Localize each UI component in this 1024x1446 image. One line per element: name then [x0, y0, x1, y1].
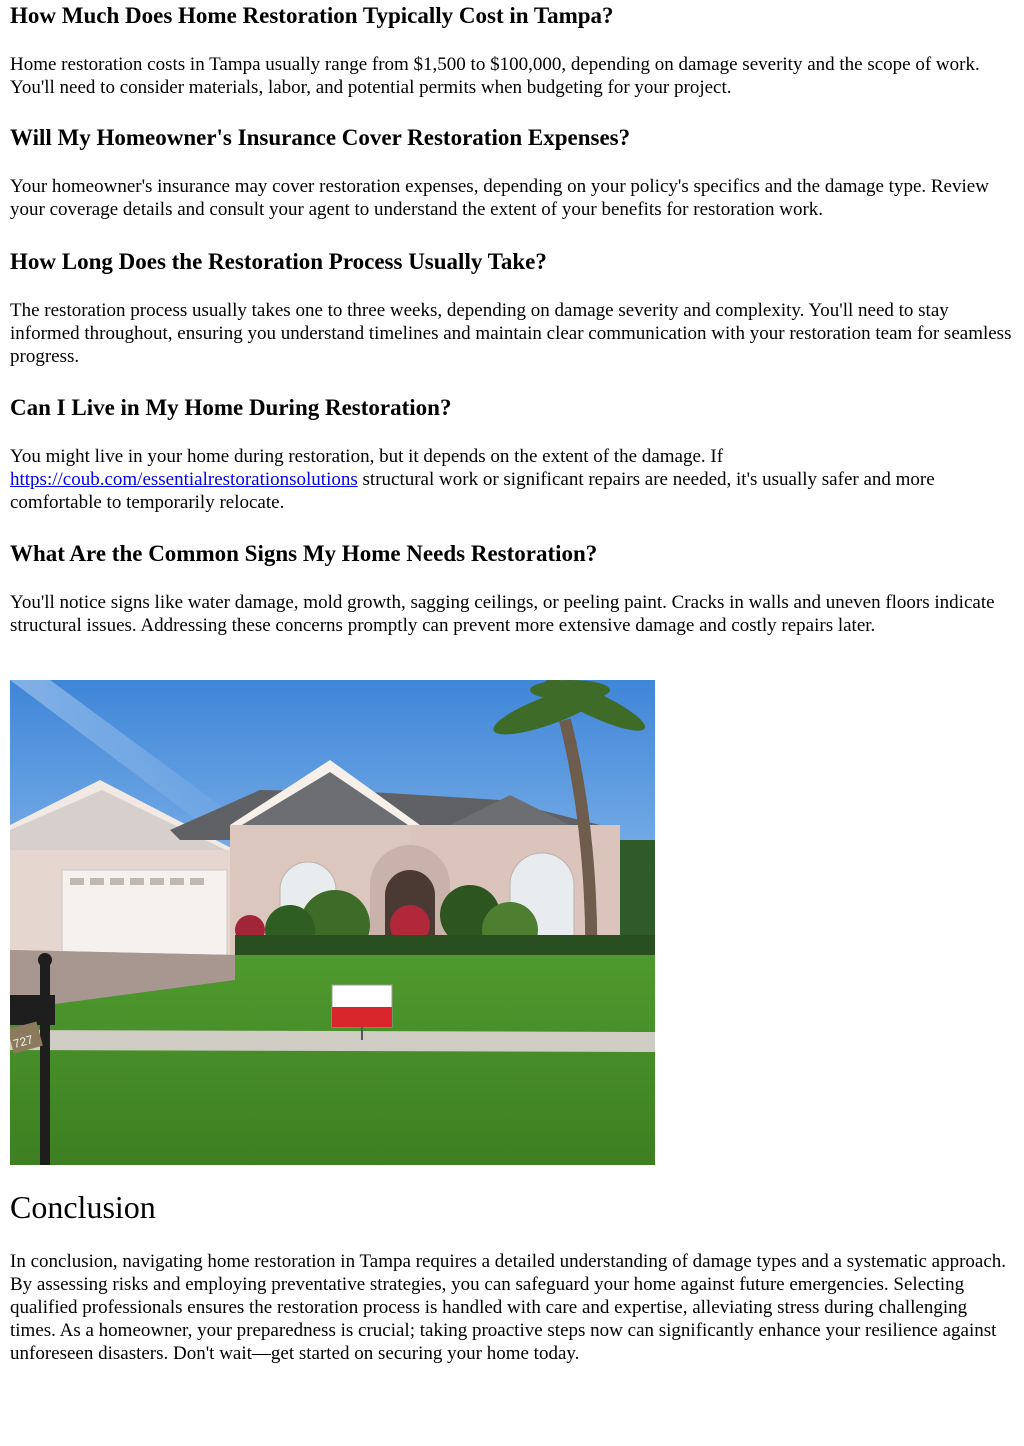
faq-question: Will My Homeowner's Insurance Cover Restoration Expenses? — [10, 125, 631, 150]
answer-text: You might live in your home during restoration, but it depends on the extent of the damage. If — [10, 446, 724, 467]
house-photo — [10, 680, 655, 1165]
answer-text: structural work or significant repairs are needed, it's usually safer and more comfortable to temporarily relocate. — [10, 469, 935, 513]
faq-answer: Home restoration costs in Tampa usually range from $1,500 to $100,000, depending on damage severity and the scope of work. You'll need to consider materials, labor, and potential permits when budgeting for your project. — [10, 54, 980, 98]
faq-question: Can I Live in My Home During Restoration? — [10, 395, 452, 420]
faq-question: How Much Does Home Restoration Typically Cost in Tampa? — [10, 3, 614, 28]
faq-answer: The restoration process usually takes one to three weeks, depending on damage severity and complexity. You'll need to stay informed throughout, ensuring you understand timelines and maintain clear communication with your restoration team for seamless progress. — [10, 300, 1012, 367]
house-number: 727 — [11, 1032, 35, 1051]
faq-answer: Your homeowner's insurance may cover restoration expenses, depending on your policy's specifics and the damage type. Review your coverage details and consult your agent to understand the extent of your benefits for restoration work. — [10, 176, 989, 220]
faq-answer — [10, 445, 1016, 514]
conclusion-body: In conclusion, navigating home restoration in Tampa requires a detailed understanding of damage types and a systematic approach. By assessing risks and employing preventative strategies, you can safeguard your home against future emergencies. Selecting qualified professionals ensures the restoration process is handled with care and expertise, alleviating stress during challenging times. As a homeowner, your preparedness is crucial; taking proactive steps now can significantly enhance your resilience against unforeseen disasters. Don't wait—get started on securing your home today. — [10, 1251, 1007, 1364]
faq-question: How Long Does the Restoration Process Usually Take? — [10, 249, 547, 274]
faq-question: What Are the Common Signs My Home Needs Restoration? — [10, 541, 598, 566]
conclusion-heading: Conclusion — [10, 1189, 156, 1225]
faq-answer: You'll notice signs like water damage, mold growth, sagging ceilings, or peeling paint. Cracks in walls and uneven floors indicate structural issues. Addressing these concerns promptly can prevent more extensive damage and costly repairs later. — [10, 592, 995, 636]
coub-link[interactable]: https://coub.com/essentialrestorationsolutions — [10, 469, 358, 490]
